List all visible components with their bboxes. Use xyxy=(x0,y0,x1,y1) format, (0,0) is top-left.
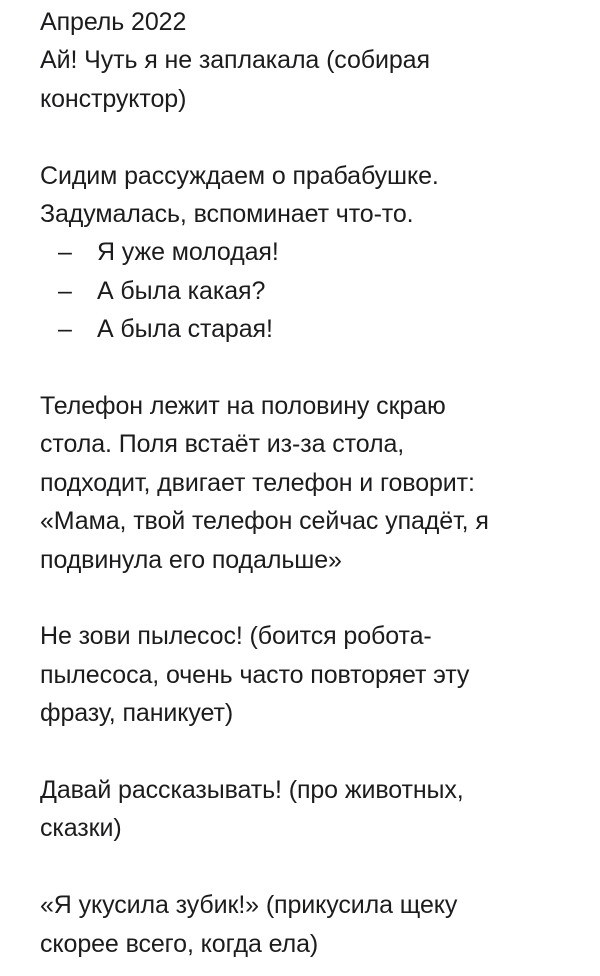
entry-line: Не зови пылесос! (боится робота- xyxy=(40,622,432,651)
entry-vacuum xyxy=(40,617,585,732)
dialogue-dash: – xyxy=(58,238,72,267)
entry-line: Давай рассказывать! (про животных, xyxy=(40,776,464,805)
entry-line: подвинула его подальше» xyxy=(40,545,342,574)
blank-line xyxy=(40,349,585,387)
dialogue-dash: – xyxy=(58,315,72,344)
blank-line xyxy=(40,848,585,886)
dialogue-line xyxy=(40,310,585,348)
dialogue-text: А была какая? xyxy=(97,276,266,305)
note-date: Апрель 2022 xyxy=(40,8,187,36)
blank-line xyxy=(40,579,585,617)
entry-stories xyxy=(40,771,585,848)
blank-line xyxy=(40,733,585,771)
blank-line xyxy=(40,118,585,156)
dialogue-line xyxy=(40,233,585,271)
entry-line: подходит, двигает телефон и говорит: xyxy=(40,468,475,497)
entry-line: Сидим рассуждаем о прабабушке. xyxy=(40,161,439,190)
entry-line: Телефон лежит на половину скраю xyxy=(40,392,446,421)
entry-line: фразу, паникует) xyxy=(40,699,234,728)
entry-line: Задумалась, вспоминает что-то. xyxy=(40,200,414,229)
entry-construction-toy xyxy=(40,41,585,118)
entry-tooth xyxy=(40,886,585,963)
entry-line: Ай! Чуть я не заплакала (собирая xyxy=(40,46,430,75)
entry-line: пылесоса, очень часто повторяет эту xyxy=(40,660,470,689)
note-body[interactable] xyxy=(40,3,585,963)
entry-great-grandmother xyxy=(40,157,585,349)
entry-line: стола. Поля встаёт из-за стола, xyxy=(40,430,405,459)
entry-line: конструктор) xyxy=(40,84,187,113)
dialogue-dash: – xyxy=(58,276,72,305)
dialogue-line xyxy=(40,272,585,310)
dialogue-text: А была старая! xyxy=(97,315,273,344)
dialogue-text: Я уже молодая! xyxy=(97,238,279,267)
entry-line: «Мама, твой телефон сейчас упадёт, я xyxy=(40,507,489,536)
entry-line: сказки) xyxy=(40,814,122,843)
entry-line: «Я укусила зубик!» (прикусила щеку xyxy=(40,891,458,920)
entry-line: скорее всего, когда ела) xyxy=(40,929,319,958)
entry-phone xyxy=(40,387,585,579)
